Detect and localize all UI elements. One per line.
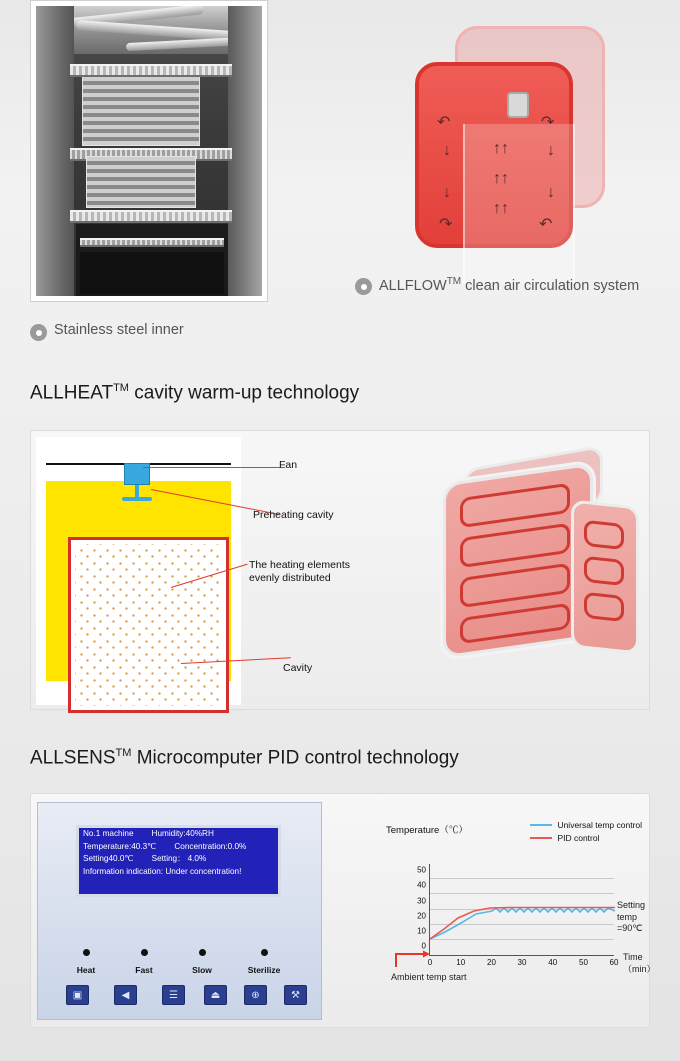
- xtick-30: 30: [517, 958, 527, 967]
- legend-item-pid: [530, 833, 642, 843]
- allflow-name: ALLFLOW: [379, 277, 447, 294]
- lcd-line-4: Information indication: Under concentration!: [83, 867, 242, 877]
- chart-title: Temperature（℃）: [386, 825, 468, 836]
- ambient-start-arrow-icon: [395, 950, 431, 968]
- legend-swatch-pid: [530, 837, 552, 839]
- heater-coil-2: [460, 523, 570, 568]
- button-label-heat: Heat: [76, 965, 96, 975]
- allflow-arrow-curve-botright: ↶: [539, 216, 553, 233]
- button-label-fast: Fast: [135, 965, 153, 975]
- heading-allsens: [30, 747, 459, 769]
- allsens-name: ALLSENS: [30, 747, 116, 769]
- controller-faceplate: [37, 802, 322, 1020]
- schematic-heating-elements: [75, 544, 222, 706]
- allflow-arrow-up-3: ↑↑: [493, 200, 509, 217]
- fast-dot-icon[interactable]: [141, 949, 148, 956]
- chart-plot-area: [417, 864, 619, 967]
- caption-stainless-steel-inner: [30, 322, 184, 341]
- lcd-line-1: [79, 828, 278, 841]
- lcd-line-2: [79, 841, 278, 854]
- lcd-line-3: [79, 853, 278, 866]
- caption-text: Stainless steel inner: [54, 322, 184, 338]
- lcd-temperature: Temperature:40.3℃: [83, 841, 157, 851]
- allflow-tm: TM: [446, 276, 462, 287]
- circle-dot-icon: [30, 324, 47, 341]
- pid-comparison-chart: [331, 802, 656, 1020]
- photo-shelf-1: [70, 64, 232, 77]
- allflow-diagram: [395, 18, 625, 264]
- circle-dot-icon: [355, 278, 372, 295]
- allheat-schematic: [36, 437, 241, 705]
- lcd-humidity: Humidity:40%RH: [151, 829, 214, 838]
- heater-coil-4: [460, 603, 570, 644]
- tools-icon[interactable]: ⚒: [284, 985, 307, 1005]
- xtick-20: 20: [487, 958, 496, 967]
- label-preheating-cavity: Preheating cavity: [253, 509, 334, 521]
- heater-door: [571, 499, 639, 654]
- series-universal-path: [430, 908, 615, 939]
- label-fan: Fan: [279, 459, 298, 471]
- allflow-arrow-down-left: ↓: [443, 142, 451, 159]
- lcd-concentration: Concentration:0.0%: [174, 841, 247, 851]
- allflow-arrow-down-left-2: ↓: [443, 184, 451, 201]
- heater-door-coil-1: [584, 520, 624, 550]
- label-heating-elements: [249, 559, 350, 584]
- lcd-display: [76, 825, 281, 897]
- photo-right-wall: [228, 6, 262, 296]
- stainless-inner-photo-frame: [30, 0, 268, 302]
- allheat-panel: [30, 430, 650, 710]
- allsens-tm: TM: [115, 747, 132, 759]
- label-heating-elements-line1: The heating elements: [249, 559, 350, 571]
- lcd-machine-no: No.1 machine: [83, 829, 134, 838]
- heat-dot-icon[interactable]: [83, 949, 90, 956]
- caption-allflow-text: [379, 276, 639, 295]
- legend-label-pid: PID control: [557, 833, 600, 843]
- allsens-panel: [30, 793, 656, 1028]
- chart-legend: [530, 820, 642, 846]
- xtick-60: 60: [609, 958, 619, 967]
- ytick-50: 50: [417, 865, 426, 875]
- ytick-40: 40: [417, 880, 426, 890]
- xtick-10: 10: [456, 958, 466, 967]
- speaker-icon[interactable]: ◀: [114, 985, 137, 1005]
- pointer-fan: [143, 467, 285, 468]
- photo-rack-lower: [86, 156, 196, 208]
- ytick-30: 30: [417, 896, 426, 905]
- schematic-cavity: [68, 537, 229, 713]
- allsens-desc: Microcomputer PID control technology: [131, 747, 459, 769]
- button-label-sterilize: Sterilize: [247, 965, 281, 975]
- allflow-inner-duct: [463, 124, 575, 284]
- schematic-fan-base: [122, 497, 152, 501]
- legend-swatch-universal: [530, 824, 552, 826]
- allheat-desc: cavity warm-up technology: [128, 382, 360, 404]
- photo-rack-upper: [82, 68, 200, 146]
- allflow-fan-icon: [507, 92, 529, 118]
- photo-lower-cavity: [80, 252, 224, 294]
- legend-item-universal: [530, 820, 642, 830]
- allflow-arrow-down-right-2: ↓: [547, 184, 555, 201]
- allflow-arrow-curve-topleft: ↶: [437, 114, 451, 131]
- label-cavity: Cavity: [283, 662, 313, 674]
- allflow-arrow-curve-topright: ↷: [541, 114, 555, 131]
- globe-icon[interactable]: ⊕: [244, 985, 267, 1005]
- photo-left-wall: [36, 6, 74, 296]
- schematic-fan-stem: [135, 485, 139, 497]
- heater-coil-3: [460, 563, 570, 608]
- display-icon[interactable]: ▣: [66, 985, 89, 1005]
- setting-temp-line2: =90℃: [617, 923, 643, 934]
- heading-allheat: [30, 382, 359, 404]
- lcd-setting-conc: Setting： 4.0%: [151, 854, 207, 864]
- allflow-arrow-curve-botleft: ↷: [439, 216, 453, 233]
- ytick-10: 10: [417, 926, 426, 936]
- heater-door-coil-3: [584, 592, 624, 622]
- chart-annotation-ambient: Ambient temp start: [391, 972, 467, 982]
- chart-annotation-setting-temp: [617, 900, 646, 935]
- eject-icon[interactable]: ⏏: [204, 985, 227, 1005]
- chart-series-lines: [430, 864, 615, 956]
- ytick-0: 0: [421, 941, 426, 951]
- slow-dot-icon[interactable]: [199, 949, 206, 956]
- photo-shelf-4: [80, 238, 224, 247]
- allflow-desc: clean air circulation system: [461, 277, 640, 294]
- xtick-40: 40: [548, 958, 558, 967]
- caption-allflow: [355, 276, 655, 295]
- heater-coil-1: [460, 483, 570, 528]
- setting-temp-line1: Setting temp: [617, 900, 646, 922]
- heater-3d-graphic: [411, 451, 646, 691]
- button-label-slow: Slow: [192, 965, 212, 975]
- photo-shelf-3: [70, 210, 232, 223]
- allflow-arrow-up-2: ↑↑: [493, 170, 509, 187]
- legend-label-universal: Universal temp control: [557, 820, 642, 830]
- section-stainless-and-allflow: [0, 0, 680, 370]
- sterilize-dot-icon[interactable]: [261, 949, 268, 956]
- allflow-arrow-down-right: ↓: [547, 142, 555, 159]
- allflow-chamber: [415, 62, 573, 248]
- heater-door-coil-2: [584, 556, 624, 586]
- xtick-0: 0: [427, 958, 433, 967]
- stainless-inner-photo: [36, 6, 262, 296]
- schematic-preheating-cavity: [46, 481, 231, 681]
- chart-xlabel: Time（min）: [623, 952, 656, 974]
- allheat-name: ALLHEAT: [30, 382, 114, 404]
- label-heating-elements-line2: evenly distributed: [249, 571, 331, 584]
- xtick-50: 50: [579, 958, 588, 967]
- lcd-setting-temp: Setting40.0℃: [83, 854, 134, 864]
- allheat-tm: TM: [113, 382, 129, 394]
- ytick-20: 20: [417, 911, 426, 921]
- tray-icon[interactable]: ☰: [162, 985, 185, 1005]
- allflow-arrow-up-1: ↑↑: [493, 140, 509, 157]
